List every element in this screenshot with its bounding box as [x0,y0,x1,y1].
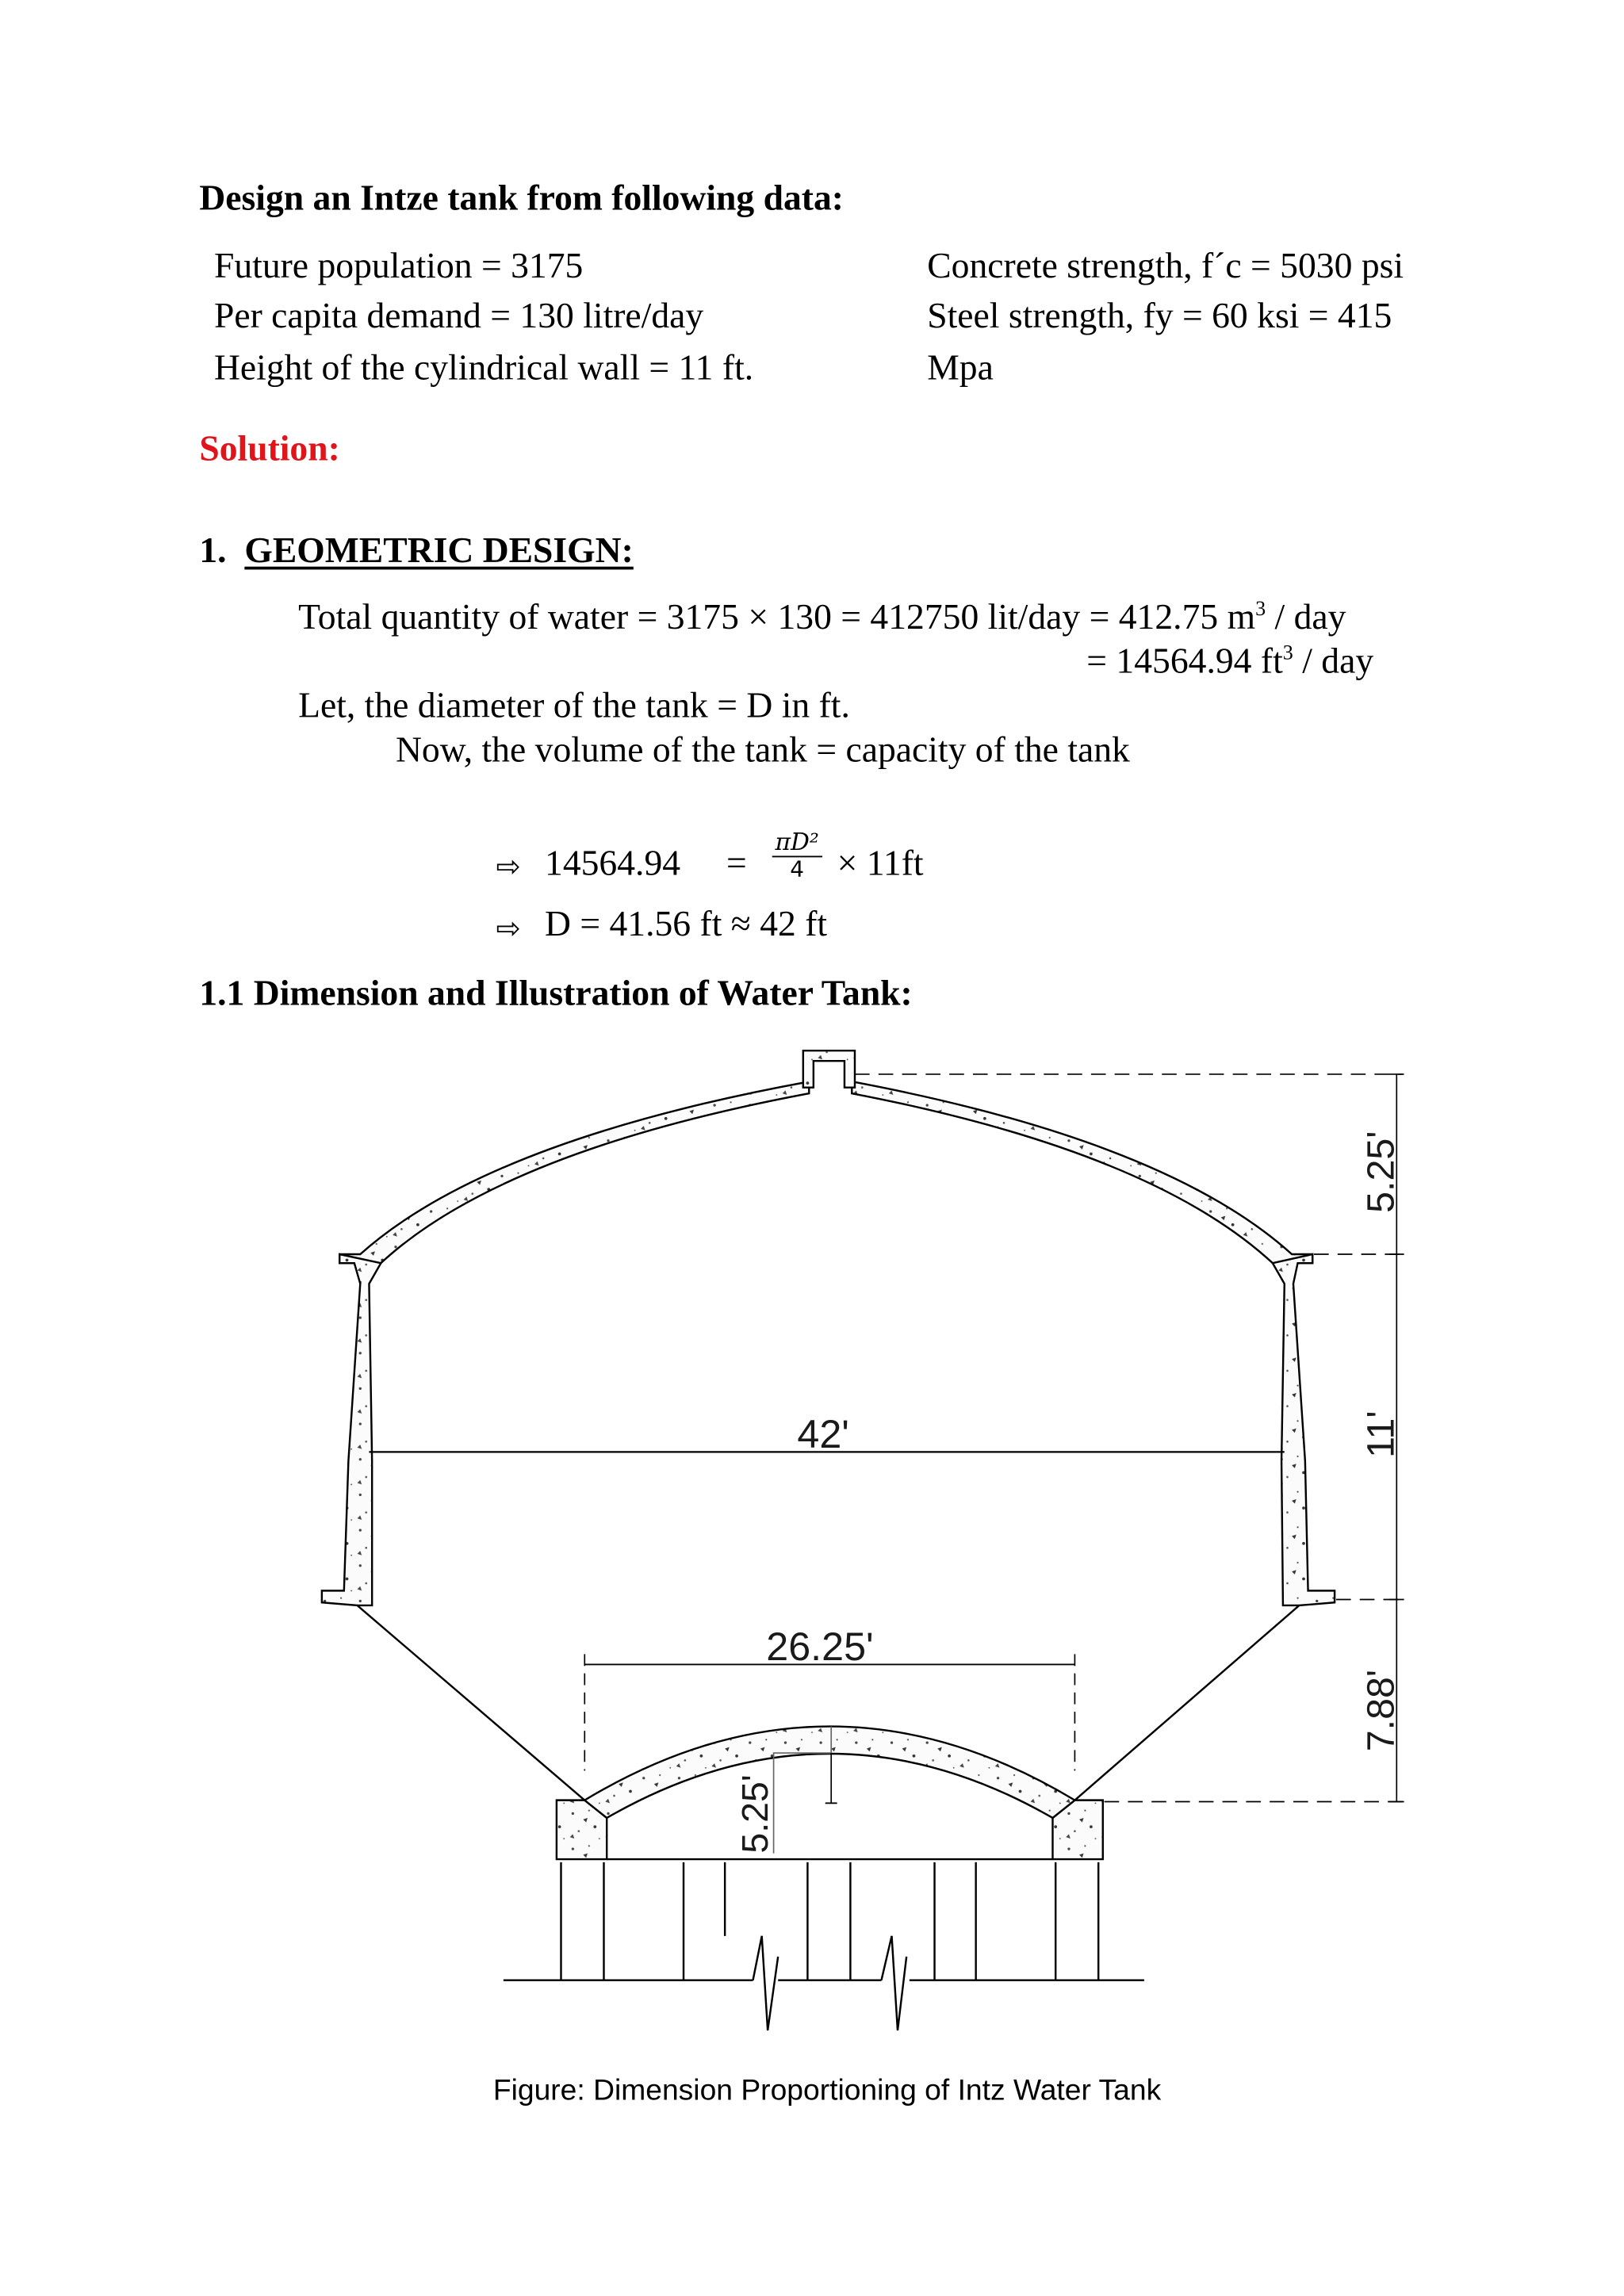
fraction-numerator: πD² [772,831,822,858]
arrow-icon: ⇨ [496,910,521,947]
let-diameter-line: Let, the diameter of the tank = D in ft. [298,686,850,726]
arrow-icon: ⇨ [496,848,521,884]
roof-dome [339,1081,809,1263]
equation-right-value: × 11ft [837,844,924,884]
figure-caption: Figure: Dimension Proportioning of Intz Water Tank [492,2074,1162,2107]
bottom-span-label: 26.25' [766,1624,874,1669]
equation-left-value: 14564.94 [545,844,681,884]
section-number: 1. [199,531,227,572]
total-quantity-ft-text: = 14564.94 ft [1086,641,1283,682]
wall-height-label: 11' [1359,1410,1403,1458]
problem-title: Design an Intze tank from following data: [199,178,844,219]
exponent: 3 [1282,643,1293,666]
left-wall [322,1254,607,1859]
equation-equals: = [726,844,747,884]
given-steel-unit: Mpa [927,348,994,388]
height-dimensions [855,1074,1404,1802]
dome-rise-label: 5.25' [734,1774,776,1854]
bottom-dome [584,1727,1074,1818]
roof-rise-label: 5.25' [1359,1131,1403,1213]
diameter-label: 42' [797,1411,849,1456]
subsection-heading: 1.1 Dimension and Illustration of Water Tank: [199,974,913,1014]
cone-height-label: 7.88' [1359,1669,1403,1752]
volume-line: Now, the volume of the tank = capacity of the tank [395,730,1130,771]
given-wall-height: Height of the cylindrical wall = 11 ft. [213,348,754,388]
exponent: 3 [1255,599,1266,622]
diameter-result: D = 41.56 ft ≈ 42 ft [545,904,828,945]
given-population: Future population = 3175 [213,246,584,287]
right-wall [1052,1254,1335,1859]
given-steel-strength: Steel strength, fy = 60 ksi = 415 [927,297,1392,337]
total-quantity-unit: / day [1266,597,1346,638]
total-quantity-ft-unit: / day [1293,641,1374,682]
solution-heading: Solution: [199,429,340,469]
fraction-denominator: 4 [790,855,805,882]
support-columns [504,1862,1144,2030]
total-quantity-text: Total quantity of water = 3175 × 130 = 412750 lit/day = 412.75 m [298,597,1256,638]
roof-dome [852,1081,1312,1263]
given-concrete-strength: Concrete strength, f´c = 5030 psi [927,246,1404,287]
roof-lantern [803,1050,855,1088]
section-title: GEOMETRIC DESIGN: [244,531,634,572]
given-demand: Per capita demand = 130 litre/day [213,297,704,337]
